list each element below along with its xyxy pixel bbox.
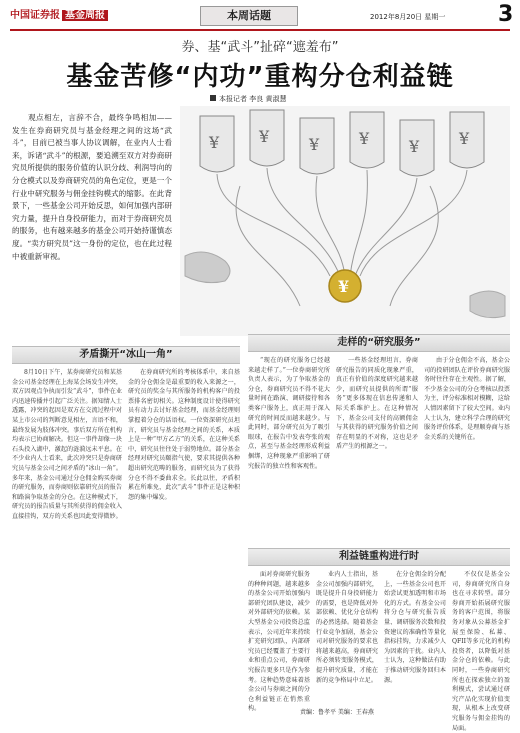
svg-text:¥: ¥ [209, 133, 220, 152]
yuan-coin-icon [329, 270, 361, 302]
article-column-1: 8月10日下午，某券商研究员和某基金公司基金经理在上海某会场发生冲突，双方因观点争执而引发“武斗”，事件在业内迅速传播并引起广泛关注。据知情人士透露，冲突的起因是双方在交流过程中对某上市公司的判断意见相左，言语不和，最终发展为肢体冲突。事后双方所在机构均表示已协商解决。但这一事件却像一块石头投入湖中，激起的涟漪远未平息。在不少业内人士看来，此次冲突只是券商研究员与基金公司之间矛盾的“冰山一角”。多年来，基金公司通过分仓佣金购买券商的研究服务，而券商则依靠研究员的报告和路演争取基金的分仓。在这种模式下，研究员的报告质量与其所获得的佣金收入直接挂钩，双方的关系也因此变得微妙。 [12, 369, 122, 520]
byline-text: 本报记者 李良 黄淑慧 [219, 95, 287, 103]
byline [210, 94, 286, 104]
article-column-3: “现在的研究服务已经越来越走样了。”一位券商研究所负责人表示，为了争取基金的分仓，券商研究员不得不花大量时间在路演、调研接待和各类客户服务上，真正用于深入研究的时间反而越来越少。与此同时，部分研究员为了吸引眼球，在报告中发表夸张的观点，甚至与基金经理形成利益捆绑，这种现象严重影响了研究报告的独立性和客观性。 [248, 357, 330, 470]
article-column-8: 在分仓佣金的分配上，一些基金公司也开始尝试更加透明和市场化的方式。有基金公司将分仓与研究报告质量、调研服务次数和投资建议的准确性等量化指标挂钩，力求减少人为因素的干扰。业内人士认为，这种做法有助于推动研究服务回归本源。 [384, 571, 446, 684]
article-column-9: 不仅仅是基金公司，券商研究所自身也在寻求转型。部分券商开始拓展研究服务的客户范围，将服务对象从公募基金扩展至保险、私募、QFII等多元化的机构投资者，以降低对基金分仓的依赖。与此同时，一些券商研究所也在探索独立的盈利模式，尝试通过研究产品化实现价值变现，从根本上改变研究服务与佣金挂钩的局面。 [452, 571, 510, 732]
section-title-bottom: 利益链重构进行时 [248, 548, 510, 566]
section-tab: 本周话题 [200, 6, 298, 26]
brand-main: 中国证券报 [10, 10, 60, 21]
headline-kicker: 券、基“武斗”扯碎“遮羞布” [181, 40, 339, 55]
drip-bag-icon [400, 120, 434, 176]
svg-text:¥: ¥ [259, 127, 270, 146]
issue-date: 2012年8月20日 星期一 [370, 13, 446, 21]
article-column-5: 由于分仓佣金不高，基金公司的投研团队在评价券商研究服务时往往存在主观性。据了解，不少基金公司的分仓考核以投票为主，评分标准相对模糊，这给人情因素留下了较大空间。业内人士认为，建立科学合理的研究服务评价体系，是理顺券商与基金关系的关键所在。 [424, 357, 510, 441]
svg-text:¥: ¥ [409, 137, 420, 156]
svg-text:¥: ¥ [359, 129, 370, 148]
section-title-left: 矛盾撕开“冰山一角” [12, 346, 240, 364]
byline-marker [210, 95, 216, 101]
page-header [0, 0, 520, 30]
svg-text:¥: ¥ [338, 277, 350, 296]
svg-text:¥: ¥ [309, 135, 320, 154]
lead-paragraph: 观点相左，言辞不合，最终争鸣相加——发生在券商研究员与基金经理之间的这场“武斗”，目前已被当事人协议调解，在业内人士看来，诉诸“武斗”的根源，要追溯至双方对券商研究员所提供的服务价值的认识分歧、利润导向的分仓模式以及券商研究员的角色定位，更是一个行业中研究服务与佣金挂钩模式的缩影。在此背景下，一些基金公司开始反思，如何加强内部研究力量，提升自身投研能力，而对于券商研究员的服务，也有越来越多的基金公司开始持谨慎态度。“卖方研究员”这一身份的定位，也在此过程中被重新审视。 [12, 113, 172, 261]
article-column-7: 业内人士指出，基金公司加强内部研究，既是提升自身投研能力的需要，也是降低对外部依赖、优化分仓结构的必然选择。随着基金行业竞争加剧，基金公司对研究服务的要求也将越来越高，券商研究所必须转变服务模式，提升研究质量，才能在新的竞争格局中立足。 [316, 571, 378, 684]
header-rule [10, 29, 510, 31]
section-title-right: 走样的“研究服务” [248, 334, 510, 352]
brand-fund: 基金周报 [62, 10, 108, 21]
iv-drip-illustration [180, 106, 510, 336]
headline-title: 基金苦修“内功”重构分仓利益链 [66, 62, 454, 92]
drip-bag-icon [350, 112, 384, 168]
article-column-2: 在券商研究所的考核体系中，来自基金的分仓佣金是最重要的收入来源之一，研究员的奖金与其所服务的机构客户的投票排名密切相关。这种制度设计使得研究员有动力去讨好基金经理，而基金经理则掌握着分仓的话语权。一位资深研究员坦言，研究员与基金经理之间的关系，本质上是一种“甲方乙方”的关系，在这种关系中，研究员往往处于弱势地位。部分基金经理对研究员颐指气使，要求其提供各种超出研究范畴的服务，而研究员为了获得分仓不得不委曲求全。长此以往，矛盾积累在所难免，此次“武斗”事件正是这种积怨的集中爆发。 [128, 369, 240, 501]
editor-credit: 责编：鲁孝平 美编：王春燕 [300, 709, 374, 716]
drip-bag-icon [300, 118, 334, 174]
drip-bag-icon [450, 112, 484, 168]
article-column-4: 一些基金经理坦言，券商研究报告的同质化现象严重，真正有价值的深度研究越来越少，而研究员提供的所谓“服务”更多体现在信息传递和人际关系维护上。在这种情况下，基金公司支付的高额佣金与其获得的研究服务价值之间存在明显的不对称，这也是矛盾产生的根源之一。 [336, 357, 418, 451]
drip-bag-icon [200, 116, 234, 172]
page-number: 3 [498, 2, 514, 27]
svg-text:¥: ¥ [459, 129, 470, 148]
article-column-6: 面对券商研究服务的种种问题，越来越多的基金公司开始加强内部研究团队建设，减少对外部研究的依赖。某大型基金公司投资总监表示，公司近年来持续扩充研究团队，内部研究员已经覆盖了主要行业和重点公司，券商研究报告更多只是作为参考。这种趋势意味着基金公司与券商之间的分仓利益链正在悄然重构。 [248, 571, 310, 713]
masthead-brand [10, 6, 108, 21]
drip-bag-icon [250, 110, 284, 166]
